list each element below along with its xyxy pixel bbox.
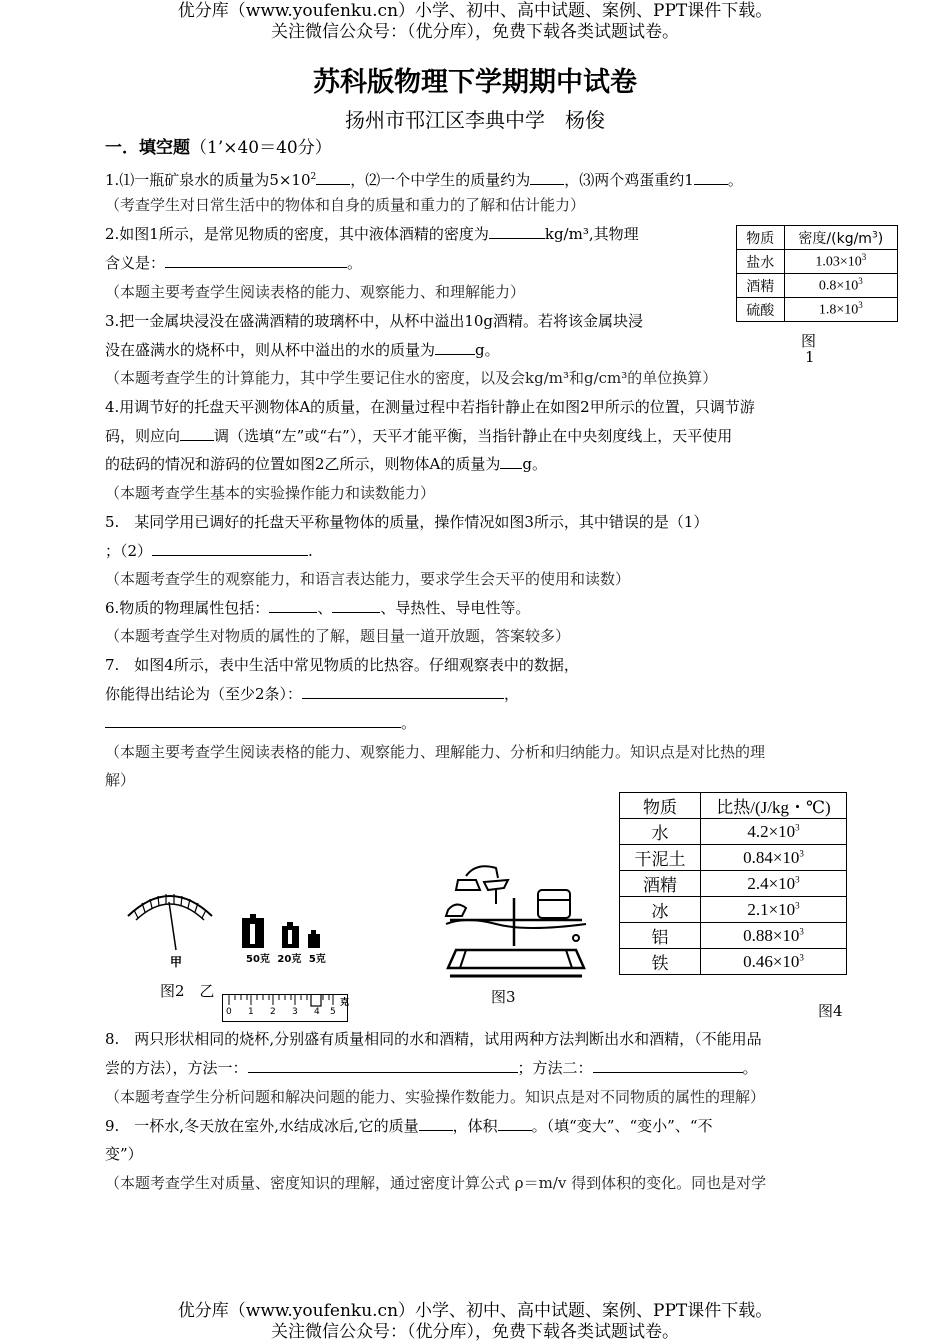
- q8-text-c: ；方法二：: [517, 1059, 593, 1077]
- density-val: 0.8×10: [818, 278, 859, 294]
- question-7: 7. 如图4所示，表中生活中常见物质的比热容。仔细观察表中的数据，: [105, 656, 579, 674]
- q9-blank-1[interactable]: [419, 1115, 453, 1131]
- question-9-cont: 变”）: [105, 1145, 143, 1163]
- balance-base: [448, 950, 584, 968]
- q9-text-c: 。（填“变大”、“变小”、“不: [531, 1117, 713, 1135]
- heat-row-name: 铝: [620, 923, 701, 949]
- section-score: （1’×40＝40分）: [190, 138, 332, 158]
- density-exp: 3: [858, 300, 863, 311]
- q1-text-b: ，⑵一个中学生的质量约为: [350, 171, 531, 189]
- heat-row-value: [701, 845, 847, 871]
- section-label: 一．填空题: [105, 138, 190, 158]
- heat-exp: 3: [799, 847, 804, 858]
- heat-table-header-value: 比热/(J/kg・℃): [701, 793, 847, 819]
- weight-label: 50克: [246, 954, 270, 965]
- heat-row-name: 铁: [620, 949, 701, 975]
- question-7-cont1: [105, 682, 519, 706]
- question-3: 3.把一金属块浸没在盛满酒精的玻璃杯中，从杯中溢出10g酒精。若将该金属块浸: [105, 312, 644, 330]
- table-row: [620, 897, 847, 923]
- q9-text-a: 9. 一杯水,冬天放在室外,水结成冰后,它的质量: [105, 1117, 419, 1135]
- q5-blank[interactable]: [152, 540, 308, 556]
- heat-row-value: [701, 819, 847, 845]
- figure-3-caption: 图3: [491, 988, 516, 1006]
- heat-row-name: 干泥土: [620, 845, 701, 871]
- note-1: （考查学生对日常生活中的物体和自身的质量和重力的了解和估计能力）: [105, 196, 586, 214]
- heat-row-value: [701, 871, 847, 897]
- note-2: （本题主要考查学生阅读表格的能力、观察能力、和理解能力）: [105, 283, 526, 301]
- heat-val: 2.4×10: [747, 873, 796, 893]
- density-header-exp: 3: [871, 229, 878, 240]
- site-header-line2: 关注微信公众号：（优分库），免费下载各类试题试卷。: [271, 22, 679, 42]
- q5-text-b: ；（2）: [105, 542, 153, 560]
- hand-icon: [466, 866, 498, 878]
- q7-blank-2[interactable]: [105, 712, 401, 728]
- question-8-cont: [105, 1056, 758, 1080]
- note-4: （本题考查学生基本的实验操作能力和读数能力）: [105, 484, 436, 502]
- heat-val: 4.2×10: [747, 821, 796, 841]
- q2-blank-1[interactable]: [489, 223, 545, 239]
- heat-row-name: 冰: [620, 897, 701, 923]
- rider-tick-label: 2: [270, 1007, 276, 1017]
- q2-text-c: 含义是：: [105, 254, 166, 272]
- weight-label: 20克: [277, 954, 302, 965]
- density-row-value: [784, 274, 897, 298]
- density-row-name: 盐水: [737, 250, 785, 274]
- heat-exp: 3: [795, 873, 800, 884]
- site-footer-line2: 关注微信公众号：（优分库），免费下载各类试题试卷。: [271, 1322, 679, 1342]
- q2-blank-2[interactable]: [165, 252, 347, 268]
- heat-exp: 3: [799, 925, 804, 936]
- section-heading: [105, 136, 332, 160]
- question-8: 8. 两只形状相同的烧杯,分别盛有质量相同的水和酒精，试用两种方法判断出水和酒精，（不能用品: [105, 1030, 762, 1048]
- density-header-text: 密度/(kg/m: [798, 230, 872, 247]
- weights-figure: [238, 912, 328, 950]
- heat-row-value: [701, 897, 847, 923]
- question-4-cont2: [105, 452, 547, 476]
- page-title: 苏科版物理下学期期中试卷: [313, 67, 637, 98]
- question-2: [105, 222, 639, 246]
- figure-1-caption-b: 1: [805, 348, 815, 366]
- heat-exp: 3: [799, 951, 804, 962]
- q4-blank-1[interactable]: [180, 425, 214, 441]
- q6-blank-1[interactable]: [269, 597, 317, 613]
- q1-blank-1[interactable]: [316, 169, 350, 185]
- q4-text-e: g。: [522, 455, 547, 473]
- table-row: [737, 250, 898, 274]
- table-row: [620, 845, 847, 871]
- rider-tick-label: 3: [292, 1007, 298, 1017]
- heat-exp: 3: [795, 821, 800, 832]
- pointer-scale-figure: [120, 880, 220, 955]
- heat-val: 0.84×10: [743, 847, 800, 867]
- density-row-name: 酒精: [737, 274, 785, 298]
- note-6: （本题考查学生对物质的属性的了解，题目量一道开放题，答案较多）: [105, 627, 571, 645]
- table-row: [620, 871, 847, 897]
- weight-5g: [308, 934, 320, 948]
- q2-text-b: kg/m³,其物理: [544, 225, 639, 243]
- q6-blank-2[interactable]: [332, 597, 380, 613]
- left-weights: [446, 904, 466, 916]
- question-4: 4.用调节好的托盘天平测物体A的质量，在测量过程中若指针静止在如图2甲所示的位置，只调节游: [105, 398, 755, 416]
- q1-text-a: 1.⑴一瓶矿泉水的质量为5×10: [105, 171, 311, 189]
- pointer-needle: [169, 902, 176, 950]
- rider-slider: [311, 995, 321, 1006]
- q8-blank-2[interactable]: [593, 1057, 743, 1073]
- q3-text-b: 没在盛满水的烧杯中，则从杯中溢出的水的质量为: [105, 341, 436, 359]
- q1-exponent: 2: [310, 172, 317, 182]
- question-7-cont2: [105, 711, 416, 735]
- question-4-cont1: [105, 424, 732, 448]
- heat-val: 0.46×10: [743, 951, 800, 971]
- q7-text-c: ，: [504, 685, 520, 703]
- heat-val: 2.1×10: [747, 899, 796, 919]
- note-5: （本题考查学生的观察能力，和语言表达能力，要求学生会天平的使用和读数）: [105, 570, 631, 588]
- q7-text-d: 。: [401, 714, 417, 732]
- q1-text-d: 。: [727, 171, 743, 189]
- tweezer-hand: [456, 880, 480, 890]
- density-val: 1.8×10: [818, 302, 859, 318]
- weight-label: 5克: [308, 954, 326, 965]
- rider-scale: [222, 994, 348, 1022]
- q7-text-b: 你能得出结论为（至少2条）：: [105, 685, 303, 703]
- figure-1-caption-a: 图: [801, 332, 817, 350]
- heat-row-value: [701, 923, 847, 949]
- table-row: [620, 819, 847, 845]
- density-row-value: [784, 298, 897, 322]
- density-row-value: [784, 250, 897, 274]
- question-3-cont: [105, 338, 500, 362]
- figure-2-jia-label: 甲: [170, 955, 183, 969]
- q4-blank-2[interactable]: [500, 453, 522, 469]
- specific-heat-table: [619, 792, 847, 975]
- q5-text-c: .: [308, 542, 313, 560]
- rider-scale-ticks: [223, 995, 347, 1009]
- density-table-header-substance: 物质: [737, 226, 785, 250]
- balance-figure: [436, 858, 596, 983]
- rider-tick-label: 0: [226, 1007, 232, 1017]
- figure-4-caption: 图4: [818, 1002, 843, 1020]
- table-row: [620, 923, 847, 949]
- q6-text-b: 、导热性、导电性等。: [380, 599, 531, 617]
- site-footer-line1: 优分库（www.youfenku.cn）小学、初中、高中试题、案例、PPT课件下载。: [177, 1301, 773, 1321]
- q2-text-a: 2.如图1所示，是常见物质的密度，其中液体酒精的密度为: [105, 225, 489, 243]
- q1-blank-3[interactable]: [694, 169, 728, 185]
- density-table-header-density: [784, 226, 897, 250]
- note-3: （本题考查学生的计算能力，其中学生要记住水的密度，以及会kg/m³和g/cm³的单位换算）: [105, 369, 718, 387]
- note-8: （本题考查学生分析问题和解决问题的能力、实验操作数能力。知识点是对不同物质的属性的理解）: [105, 1088, 766, 1106]
- question-6: [105, 596, 530, 620]
- rider-tick-label: 4: [314, 1007, 320, 1017]
- q1-text-c: ，⑶两个鸡蛋重约1: [564, 171, 694, 189]
- density-val: 1.03×10: [815, 254, 862, 270]
- q7-blank-1[interactable]: [302, 683, 504, 699]
- figure-2-caption: 图2 乙: [160, 982, 215, 1000]
- weights-labels: [246, 950, 326, 965]
- question-5: 5. 某同学用已调好的托盘天平称量物体的质量，操作情况如图3所示，其中错误的是（1）: [105, 513, 709, 531]
- q4-text-d: 的砝码的情况和游码的位置如图2乙所示，则物体A的质量为: [105, 455, 501, 473]
- heat-row-name: 水: [620, 819, 701, 845]
- rider-tick-label: 1: [248, 1007, 254, 1017]
- heat-row-value: [701, 949, 847, 975]
- density-header-close: ): [877, 230, 884, 247]
- note-7: （本题主要考查学生阅读表格的能力、观察能力、理解能力、分析和归纳能力。知识点是对比热的理: [105, 743, 766, 761]
- question-9: [105, 1114, 712, 1138]
- author-line: 扬州市邗江区李典中学 杨俊: [345, 108, 605, 132]
- q2-text-d: 。: [347, 254, 363, 272]
- q4-text-c: 调（选填“左”或“右”），天平才能平衡，当指针静止在中央刻度线上，天平使用: [214, 427, 733, 445]
- q4-text-b: 码，则应向: [105, 427, 181, 445]
- density-exp: 3: [861, 252, 867, 263]
- q8-blank-1[interactable]: [248, 1057, 518, 1073]
- heat-table-header-substance: 物质: [620, 793, 701, 819]
- site-header-line1: 优分库（www.youfenku.cn）小学、初中、高中试题、案例、PPT课件下载。: [177, 1, 773, 21]
- note-7-cont: 解）: [105, 771, 136, 789]
- q6-separator: 、: [317, 599, 333, 617]
- q3-blank[interactable]: [435, 339, 475, 355]
- table-row: [737, 298, 898, 322]
- question-5-cont: [105, 539, 313, 563]
- table-row: [737, 274, 898, 298]
- density-row-name: 硫酸: [737, 298, 785, 322]
- beaker-icon: [538, 890, 570, 918]
- q6-text-a: 6.物质的物理属性包括：: [105, 599, 270, 617]
- q8-text-b: 尝的方法），方法一：: [105, 1059, 248, 1077]
- note-9: （本题考查学生对质量、密度知识的理解，通过密度计算公式 ρ＝m/v 得到体积的变化。同也是对学: [105, 1174, 767, 1192]
- q8-text-d: 。: [742, 1059, 758, 1077]
- table-row: [620, 949, 847, 975]
- rider-unit: 克: [339, 998, 349, 1008]
- q3-text-c: g。: [475, 341, 500, 359]
- q9-text-b: ，体积: [452, 1117, 498, 1135]
- density-exp: 3: [858, 276, 863, 287]
- question-2-cont: [105, 251, 362, 275]
- rider-tick-label: 5: [330, 1007, 336, 1017]
- density-table: [736, 225, 898, 322]
- heat-exp: 3: [795, 899, 800, 910]
- heat-val: 0.88×10: [743, 925, 800, 945]
- q1-blank-2[interactable]: [530, 169, 564, 185]
- question-1: [105, 165, 743, 192]
- heat-row-name: 酒精: [620, 871, 701, 897]
- q9-blank-2[interactable]: [498, 1115, 532, 1131]
